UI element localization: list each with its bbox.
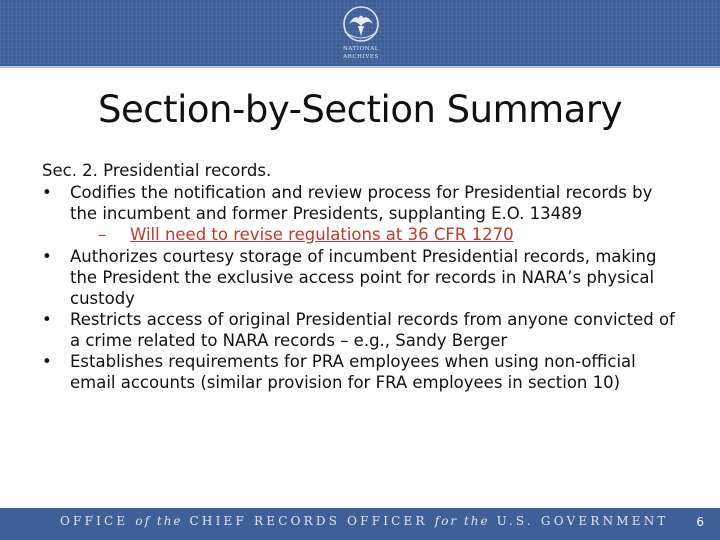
section-heading: Sec. 2. Presidential records. (42, 161, 272, 180)
bullet-icon: • (42, 183, 52, 202)
footer-text-office: OFFICE (60, 514, 129, 528)
bullet-icon: • (42, 352, 52, 371)
bullet-text: Authorizes courtesy storage of incumbent Presidential records, making the President the exclusive access point for records in NARA’s physical custody (70, 247, 657, 308)
footer-text-cro: CHIEF RECORDS OFFICER (189, 514, 428, 528)
sub-bullet-item (70, 224, 682, 246)
national-archives-logo (326, 4, 396, 64)
footer-text-for-the: for the (434, 514, 490, 528)
footer-text-usg: U.S. GOVERNMENT (496, 514, 669, 528)
footer-band (0, 508, 720, 540)
bullet-item (42, 309, 682, 351)
bullet-list (42, 182, 682, 393)
dash-icon: – (98, 225, 107, 244)
bullet-item (42, 351, 682, 393)
bullet-item (42, 246, 682, 309)
bullet-text: Restricts access of original Presidential records from anyone convicted of a crime related to NARA records – e.g., Sandy Berger (70, 310, 675, 350)
footer-text-of-the: of the (135, 514, 183, 528)
sub-bullet-text: Will need to revise regulations at 36 CFR 1270 (130, 225, 514, 244)
bullet-icon: • (42, 247, 52, 266)
logo-text-national: NATIONAL (342, 46, 380, 52)
bullet-text: Codifies the notification and review process for Presidential records by the incumbent and former Presidents, supplanting E.O. 13489 (70, 183, 653, 223)
bullet-item (42, 182, 682, 246)
header-divider (0, 66, 720, 68)
header-band (0, 0, 720, 68)
sub-bullet-list (70, 224, 682, 246)
logo-text-archives: ARCHIVES (343, 54, 379, 60)
footer-tagline (60, 514, 669, 528)
bullet-text: Establishes requirements for PRA employees when using non-official email accounts (similar provision for FRA employees in section 10) (70, 352, 636, 392)
bullet-icon: • (42, 310, 52, 329)
page-number: 6 (696, 515, 704, 529)
slide-body (42, 160, 682, 393)
slide-title: Section-by-Section Summary (98, 88, 622, 131)
eagle-emblem-icon (339, 4, 383, 44)
